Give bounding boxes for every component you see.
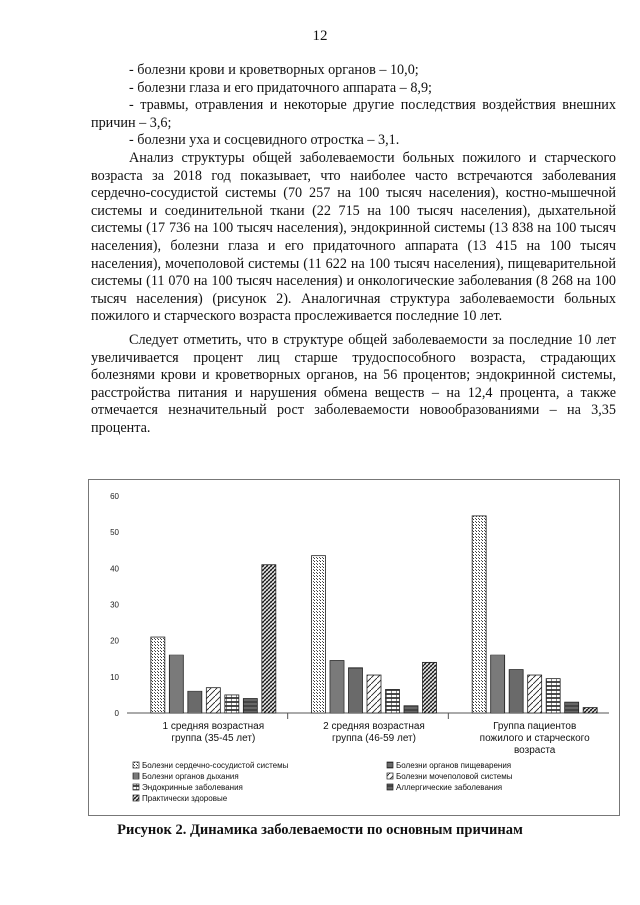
- bar: [312, 556, 326, 713]
- bar: [423, 662, 437, 713]
- legend-label: Практически здоровые: [142, 794, 228, 803]
- legend-label: Эндокринные заболевания: [142, 783, 243, 792]
- figure-caption: Рисунок 2. Динамика заболеваемости по основным причинам: [117, 822, 523, 838]
- y-tick-label: 40: [110, 564, 119, 574]
- legend-swatch: [133, 762, 139, 768]
- y-tick-label: 0: [114, 709, 119, 718]
- y-tick-label: 50: [110, 528, 119, 538]
- bar: [262, 565, 276, 713]
- page-number: 12: [312, 28, 328, 44]
- y-tick-label: 10: [110, 672, 119, 682]
- bar: [472, 516, 486, 713]
- y-tick-label: 20: [110, 636, 119, 646]
- paragraph-analysis: Анализ структуры общей заболеваемости больных пожилого и старческого возраста за 2018 год показывает, что наиболее часто встречаются заболевания сердечно-сосудистой системы (70 257 на 100 тысяч населения), костно-мышечной системы и соединительной ткани (22 715 на 100 тысяч населения), дыхательной системы (17 736 на 100 тысяч населения), эндокринной системы (13 838 на 100 тысяч населения), болезни глаза и его придаточного аппарата (13 415 на 100 тысяч населения), мочеполовой системы (11 622 на 100 тысяч населения), пищеварительной системы (11 070 на 100 тысяч населения) и онкологические заболевания (8 268 на 100 тысяч населения) (рисунок 2). Аналогичная структура заболеваемости больных пожилого и старческого возраста прослеживается последние 10 лет.: [91, 149, 616, 325]
- legend-swatch: [133, 784, 139, 790]
- bar: [243, 699, 257, 713]
- bar: [583, 708, 597, 713]
- bar: [386, 689, 400, 713]
- legend-label: Болезни мочеполовой системы: [396, 772, 513, 781]
- legend-swatch: [133, 795, 139, 801]
- bar: [565, 702, 579, 713]
- legend-swatch: [387, 762, 393, 768]
- bar: [349, 668, 363, 713]
- list-item-injury: - травмы, отравления и некоторые другие последствия воздействия внешних причин – 3,6;: [91, 97, 616, 131]
- bar: [151, 637, 165, 713]
- list-item-blood: - болезни крови и кроветворных органов – 10,0;: [129, 62, 419, 78]
- category-label: группа (46-59 лет): [332, 733, 416, 744]
- legend-label: Болезни органов дыхания: [142, 772, 239, 781]
- legend-swatch: [133, 773, 139, 779]
- chart-frame: [88, 479, 620, 816]
- bar: [330, 661, 344, 713]
- bar: [404, 706, 418, 713]
- legend-swatch: [387, 773, 393, 779]
- bar: [206, 688, 220, 713]
- category-label: группа (35-45 лет): [171, 733, 256, 744]
- category-label: пожилого и старческого: [479, 733, 590, 744]
- legend-label: Болезни органов пищеварения: [396, 761, 512, 770]
- y-tick-label: 30: [110, 600, 119, 610]
- document-body: [91, 62, 616, 437]
- bar: [169, 655, 183, 713]
- bar: [528, 675, 542, 713]
- list-item-eye: - болезни глаза и его придаточного аппарата – 8,9;: [129, 79, 432, 96]
- legend-swatch: [387, 784, 393, 790]
- y-tick-label: 60: [110, 492, 119, 501]
- bar: [509, 670, 523, 713]
- bar: [367, 675, 381, 713]
- legend-label: Болезни сердечно-сосудистой системы: [142, 761, 289, 770]
- paragraph-trend: Следует отметить, что в структуре общей заболеваемости за последние 10 лет увеличивается процент лиц старше трудоспособного возраста, страдающих болезнями крови и кроветворных органов, на 56 процентов; эндокринной системы, расстройства питания и нарушения обмена веществ – на 12,4 процента, а также отмечается незначительный рост заболеваемости новообразованиями – на 3,35 процента.: [91, 331, 616, 436]
- bar: [491, 655, 505, 713]
- category-label: возраста: [513, 745, 556, 756]
- list-item-ear: - болезни уха и сосцевидного отростка – 3,1.: [129, 132, 400, 149]
- category-label: 2 средняя возрастная: [323, 721, 425, 732]
- legend-label: Аллергические заболевания: [396, 783, 503, 792]
- bar: [546, 679, 560, 713]
- bar: [225, 695, 239, 713]
- category-label: Группа пациентов: [493, 721, 577, 732]
- bar: [188, 691, 202, 713]
- bar-chart: [89, 480, 619, 815]
- category-label: 1 средняя возрастная: [162, 721, 265, 732]
